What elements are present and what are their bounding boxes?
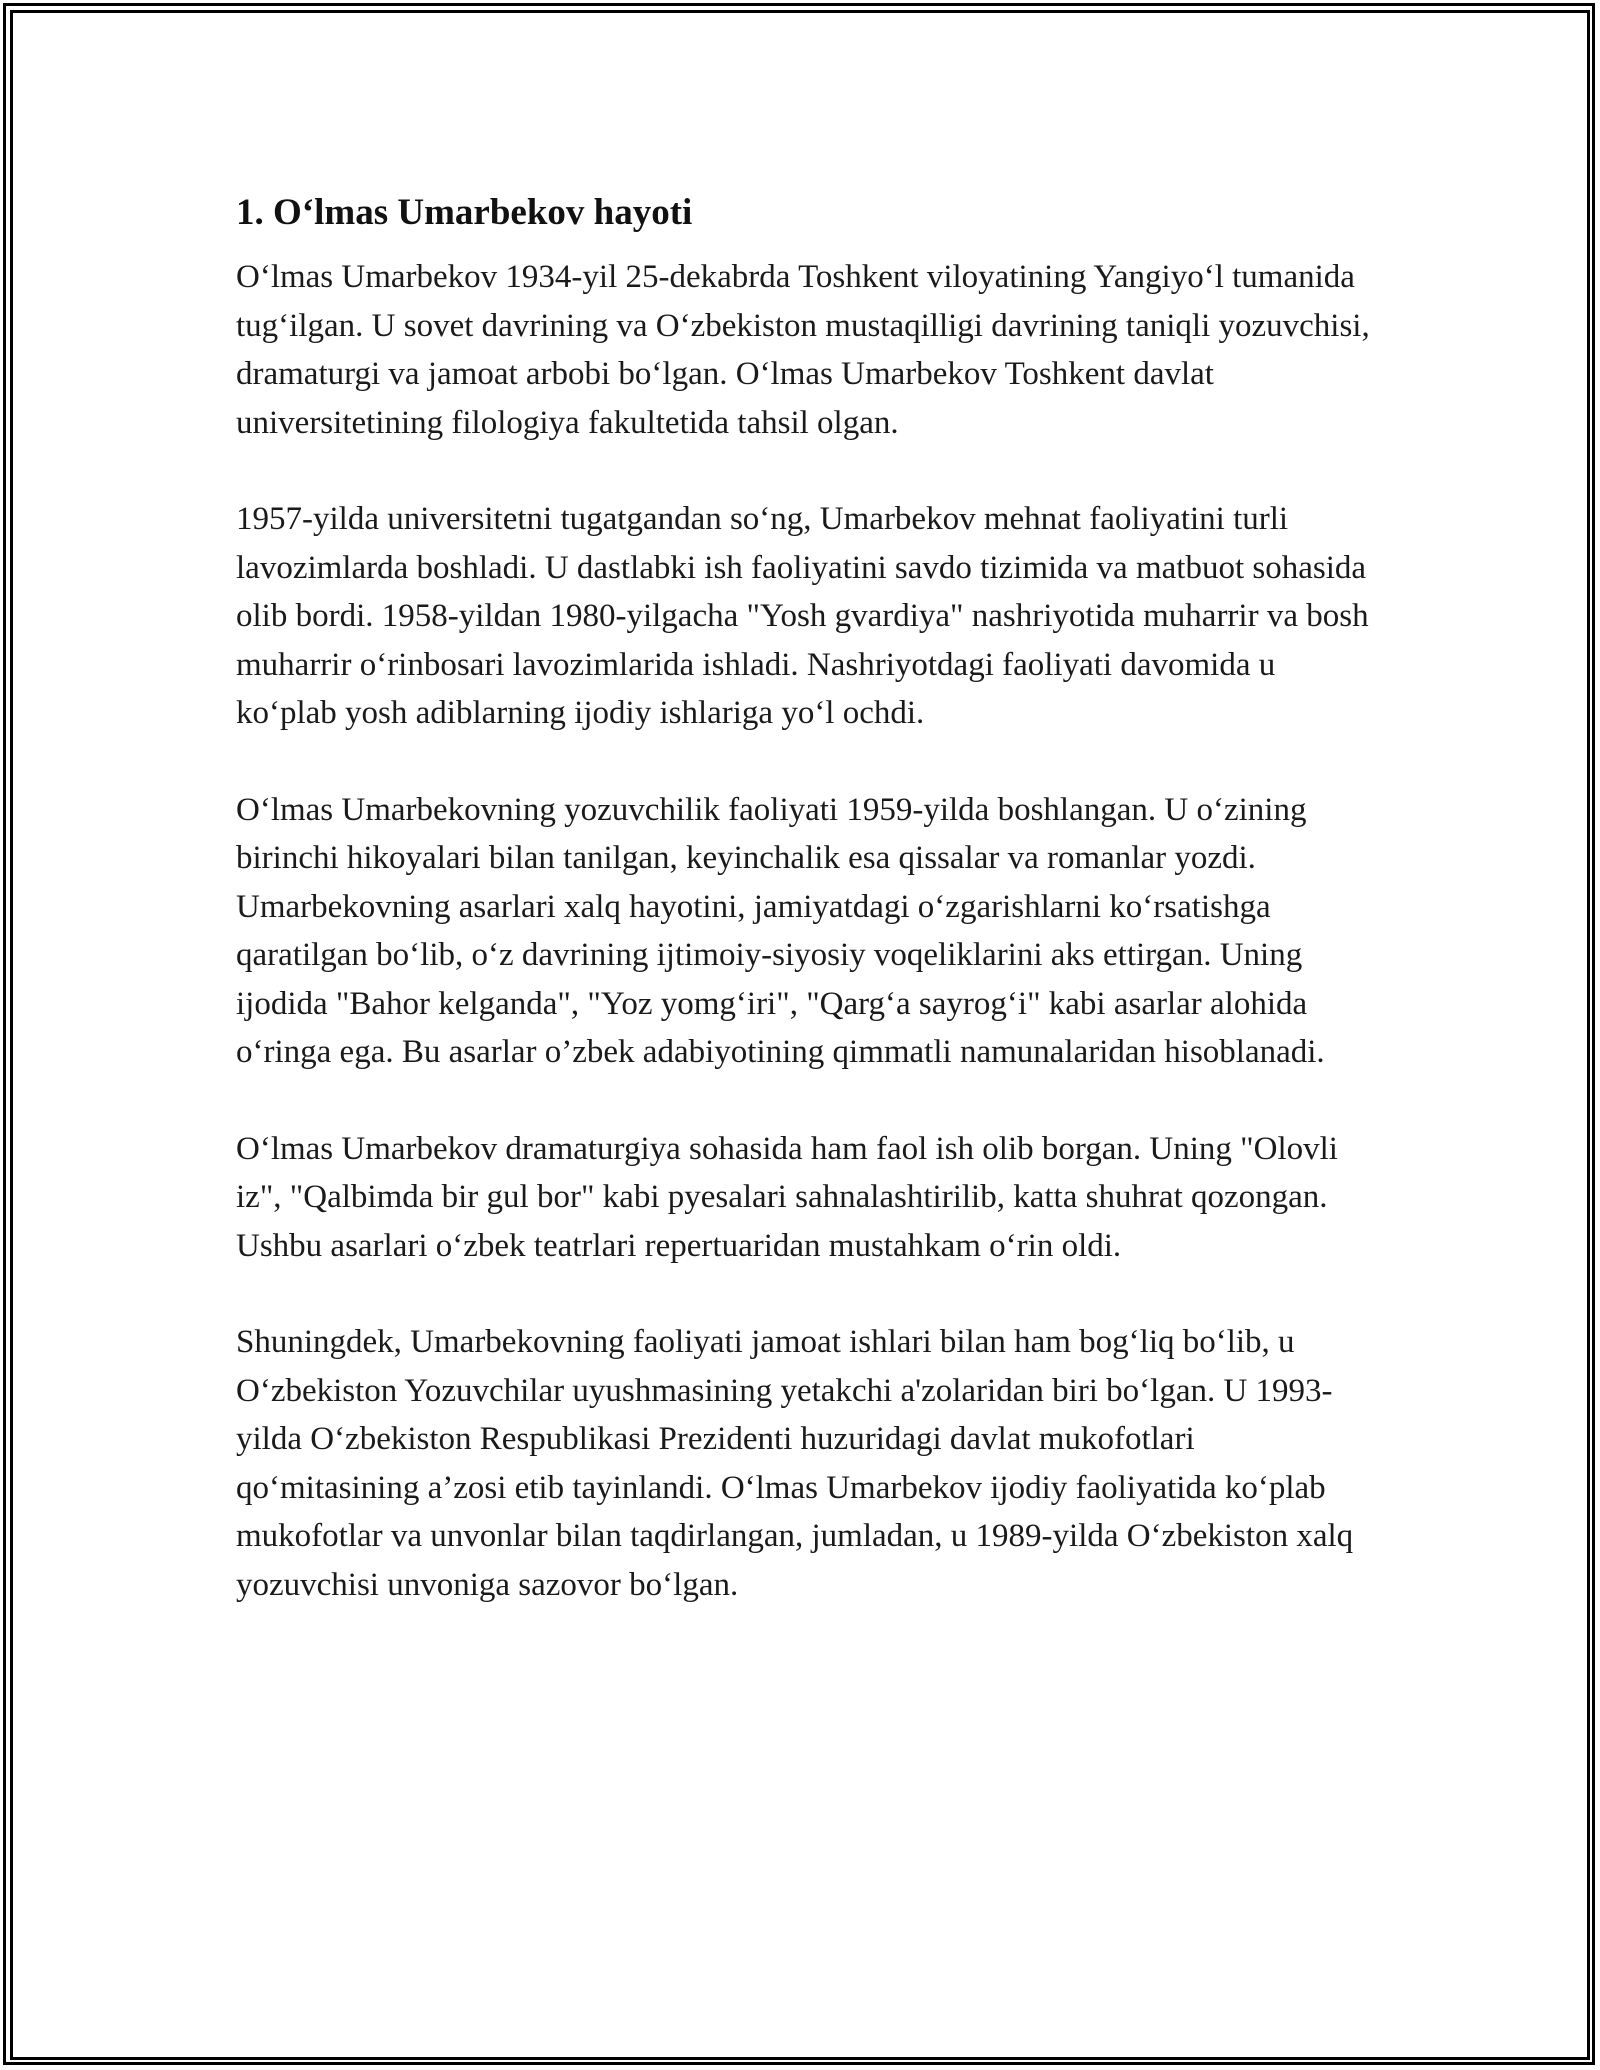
paragraph-career: 1957-yilda universitetni tugatgandan so‘ng, Umarbekov mehnat faoliyatini turli lavozimlarda boshladi. U dastlabki ish faoliyatini savdo tizimida va matbuot sohasida olib bordi. 1958-yildan 1980-yilgacha "Yosh gvardiya" nashriyotida muharrir va bosh muharrir o‘rinbosari lavozimlarida ishladi. Nashriyotdagi faoliyati davomida u ko‘plab yosh adiblarning ijodiy ishlariga yo‘l ochdi. <box>236 501 1369 731</box>
paragraph-literary-work: O‘lmas Umarbekovning yozuvchilik faoliyati 1959-yilda boshlangan. U o‘zining birinchi hikoyalari bilan tanilgan, keyinchalik esa qissalar va romanlar yozdi. Umarbekovning asarlari xalq hayotini, jamiyatdagi o‘zgarishlarni ko‘rsatishga qaratilgan bo‘lib, o‘z davrining ijtimoiy-siyosiy voqeliklarini aks ettirgan. Uning ijodida "Bahor kelganda", "Yoz yomg‘iri", "Qarg‘a sayrog‘i" kabi asarlar alohida o‘ringa ega. Bu asarlar o’zbek adabiyotining qimmatli namunalaridan hisoblanadi. <box>236 791 1325 1070</box>
section-heading: 1. O‘lmas Umarbekov hayoti <box>236 192 693 233</box>
document-body <box>236 185 1371 1657</box>
paragraph-public-activity: Shuningdek, Umarbekovning faoliyati jamoat ishlari bilan ham bog‘liq bo‘lib, u O‘zbekiston Yozuvchilar uyushmasining yetakchi a'zolaridan biri bo‘lgan. U 1993-yilda O‘zbekiston Respublikasi Prezidenti huzuridagi davlat mukofotlari qo‘mitasining a’zosi etib tayinlandi. O‘lmas Umarbekov ijodiy faoliyatida ko‘plab mukofotlar va unvonlar bilan taqdirlangan, jumladan, u 1989-yilda O‘zbekiston xalq yozuvchisi unvoniga sazovor bo‘lgan. <box>236 1324 1354 1603</box>
paragraph-biography-intro: O‘lmas Umarbekov 1934-yil 25-dekabrda Toshkent viloyatining Yangiyo‘l tumanida tug‘ilgan. U sovet davrining va O‘zbekiston mustaqilligi davrining taniqli yozuvchisi, dramaturgi va jamoat arbobi bo‘lgan. O‘lmas Umarbekov Toshkent davlat universitetining filologiya fakultetida tahsil olgan. <box>236 259 1370 441</box>
paragraph-dramaturgy: O‘lmas Umarbekov dramaturgiya sohasida ham faol ish olib borgan. Uning "Olovli iz", "Qalbimda bir gul bor" kabi pyesalari sahnalashtirilib, katta shuhrat qozongan. Ushbu asarlari o‘zbek teatrlari repertuaridan mustahkam o‘rin oldi. <box>236 1130 1338 1264</box>
